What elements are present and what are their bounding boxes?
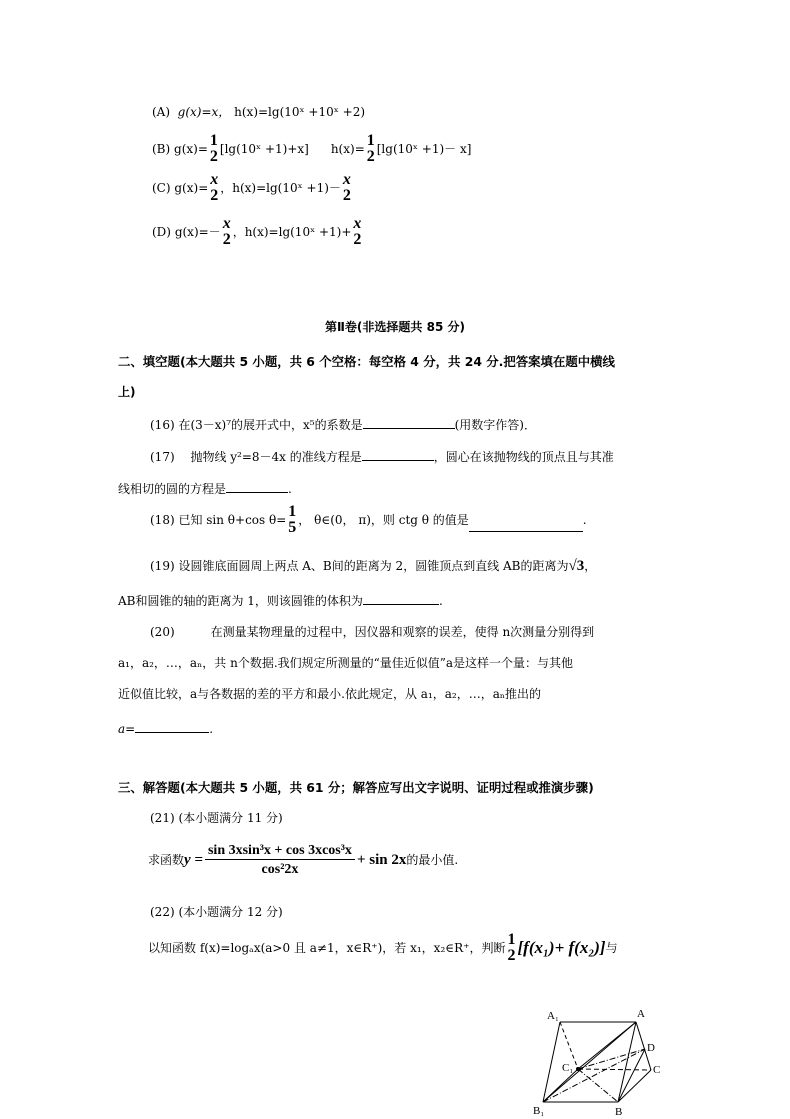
question-20-line2: a₁，a₂，…，aₙ，共 n个数据.我们规定所测量的“量佳近似值”a是这样一个量：与其他 [118, 656, 574, 670]
option-c-h: ，h(x)=lg(10ˣ +1)－ [220, 181, 341, 195]
section2-heading: 二、填空题(本大题共 5 小题，共 6 个空格：每空格 4 分，共 24 分.把答案填在题中横线 [118, 354, 615, 369]
formula-lhs: y = [184, 852, 203, 868]
option-label: (C) [152, 181, 171, 195]
question-text: . [582, 513, 587, 527]
label-a: A [637, 1008, 645, 1020]
option-d-h: ，h(x)=lg(10ˣ +1)+ [232, 225, 352, 239]
question-text: 的最小值. [406, 853, 459, 867]
question-text: AB和圆锥的轴的距离为 1，则该圆锥的体积为 [118, 594, 363, 608]
part2-title: 第Ⅱ卷(非选择题共 85 分) [325, 320, 465, 334]
option-c-g-lhs: g(x)= [174, 181, 209, 195]
label-d: D [647, 1042, 655, 1054]
numerator: 1 [507, 931, 516, 948]
numerator: x [222, 215, 231, 232]
denominator: 2 [342, 187, 351, 204]
section3-heading: 三、解答题(本大题共 5 小题，共 61 分；解答应写出文字说明、证明过程或推演步骤) [118, 780, 594, 795]
option-label: (A) [152, 105, 171, 119]
label-b: B [615, 1106, 623, 1118]
numerator: x [210, 171, 219, 188]
question-text: . [209, 722, 214, 736]
numerator: sin 3xsin³x + cos 3xcos³x [205, 843, 355, 860]
question-text: (16) 在(3－x)⁷的展开式中，x⁵的系数是 [150, 418, 363, 432]
sqrt-expression: √3 [568, 558, 585, 574]
option-label: (D) [152, 225, 171, 239]
question-22-label: (22) (本小题满分 12 分) [150, 905, 283, 919]
option-a-g: g(x)=x， [177, 105, 231, 119]
option-b-h-rhs: [lg(10ˣ +1)－ x] [376, 142, 472, 156]
denominator: 2 [353, 231, 362, 248]
question-text: 线相切的圆的方程是 [118, 482, 227, 496]
denominator: 2 [507, 947, 516, 964]
question-20-line3: 近似值比较，a与各数据的差的平方和最小.依此规定，从 a₁，a₂，…，aₙ推出的 [118, 687, 542, 701]
label-a1: A₁ [547, 1010, 559, 1022]
edge-d-b [618, 1049, 645, 1102]
option-d-g-lhs: g(x)=－ [174, 225, 221, 239]
formula-expression: [f(x₁)+ f(x₂)] [517, 938, 606, 957]
numerator: 1 [288, 503, 297, 520]
question-20: (20) 在测量某物理量的过程中，因仪器和观察的误差，使得 n次测量分别得到 [150, 625, 595, 639]
label-c: C [653, 1064, 661, 1076]
denominator: 2 [222, 231, 231, 248]
question-text: (用数字作答)． [454, 418, 536, 432]
question-text: 以知函数 f(x)=logₐx(a>0 且 a≠1，x∈R⁺)，若 x₁，x₂∈R⁺，判断 [148, 941, 506, 955]
question-text: (18) 已知 sin θ+cos θ= [150, 513, 287, 527]
edge-c1-c [578, 1069, 651, 1070]
denominator: 2 [210, 187, 219, 204]
formula-term: + sin 2x [356, 852, 407, 868]
question-text: (17) 抛物线 y²=8－4x 的准线方程是 [150, 450, 362, 464]
label-c1: C₁ [562, 1062, 574, 1074]
numerator: x [353, 215, 362, 232]
question-text: (19) 设圆锥底面圆周上两点 A、B间的距离为 2，圆锥顶点到直线 AB的距离为 [150, 559, 569, 573]
question-text: 与 [605, 941, 618, 955]
numerator: 1 [209, 132, 218, 149]
option-b-g-lhs: g(x)= [174, 142, 208, 156]
numerator: x [342, 171, 351, 188]
point-c1 [576, 1067, 580, 1071]
edge-c1-b [578, 1069, 618, 1102]
option-b-g-rhs: [lg(10ˣ +1)+x] [219, 142, 309, 156]
question-21-label: (21) (本小题满分 11 分) [150, 811, 283, 825]
section2-heading-cont: 上) [118, 385, 136, 399]
question-text: 求函数 [148, 853, 185, 867]
option-label: (B) [152, 142, 171, 156]
option-a-h: h(x)=lg(10ˣ +10ˣ +2) [234, 105, 366, 119]
numerator: 1 [366, 132, 375, 149]
option-b-h-lhs: h(x)= [330, 142, 365, 156]
question-text: a= [118, 722, 136, 736]
question-text: ， θ∈(0， π)，则 ctg θ 的值是 [298, 513, 469, 527]
denominator: 5 [288, 519, 297, 536]
edge-b1-d [543, 1049, 645, 1102]
edge-c-b [618, 1070, 651, 1102]
denominator: cos²2x [261, 861, 299, 877]
question-text: ， [584, 559, 597, 573]
question-text: ，圆心在该抛物线的顶点且与其准 [433, 450, 614, 464]
label-b1: B₁ [533, 1105, 545, 1117]
denominator: 2 [366, 148, 375, 165]
question-text: . [288, 482, 292, 496]
question-text: . [438, 594, 443, 608]
denominator: 2 [209, 148, 218, 165]
